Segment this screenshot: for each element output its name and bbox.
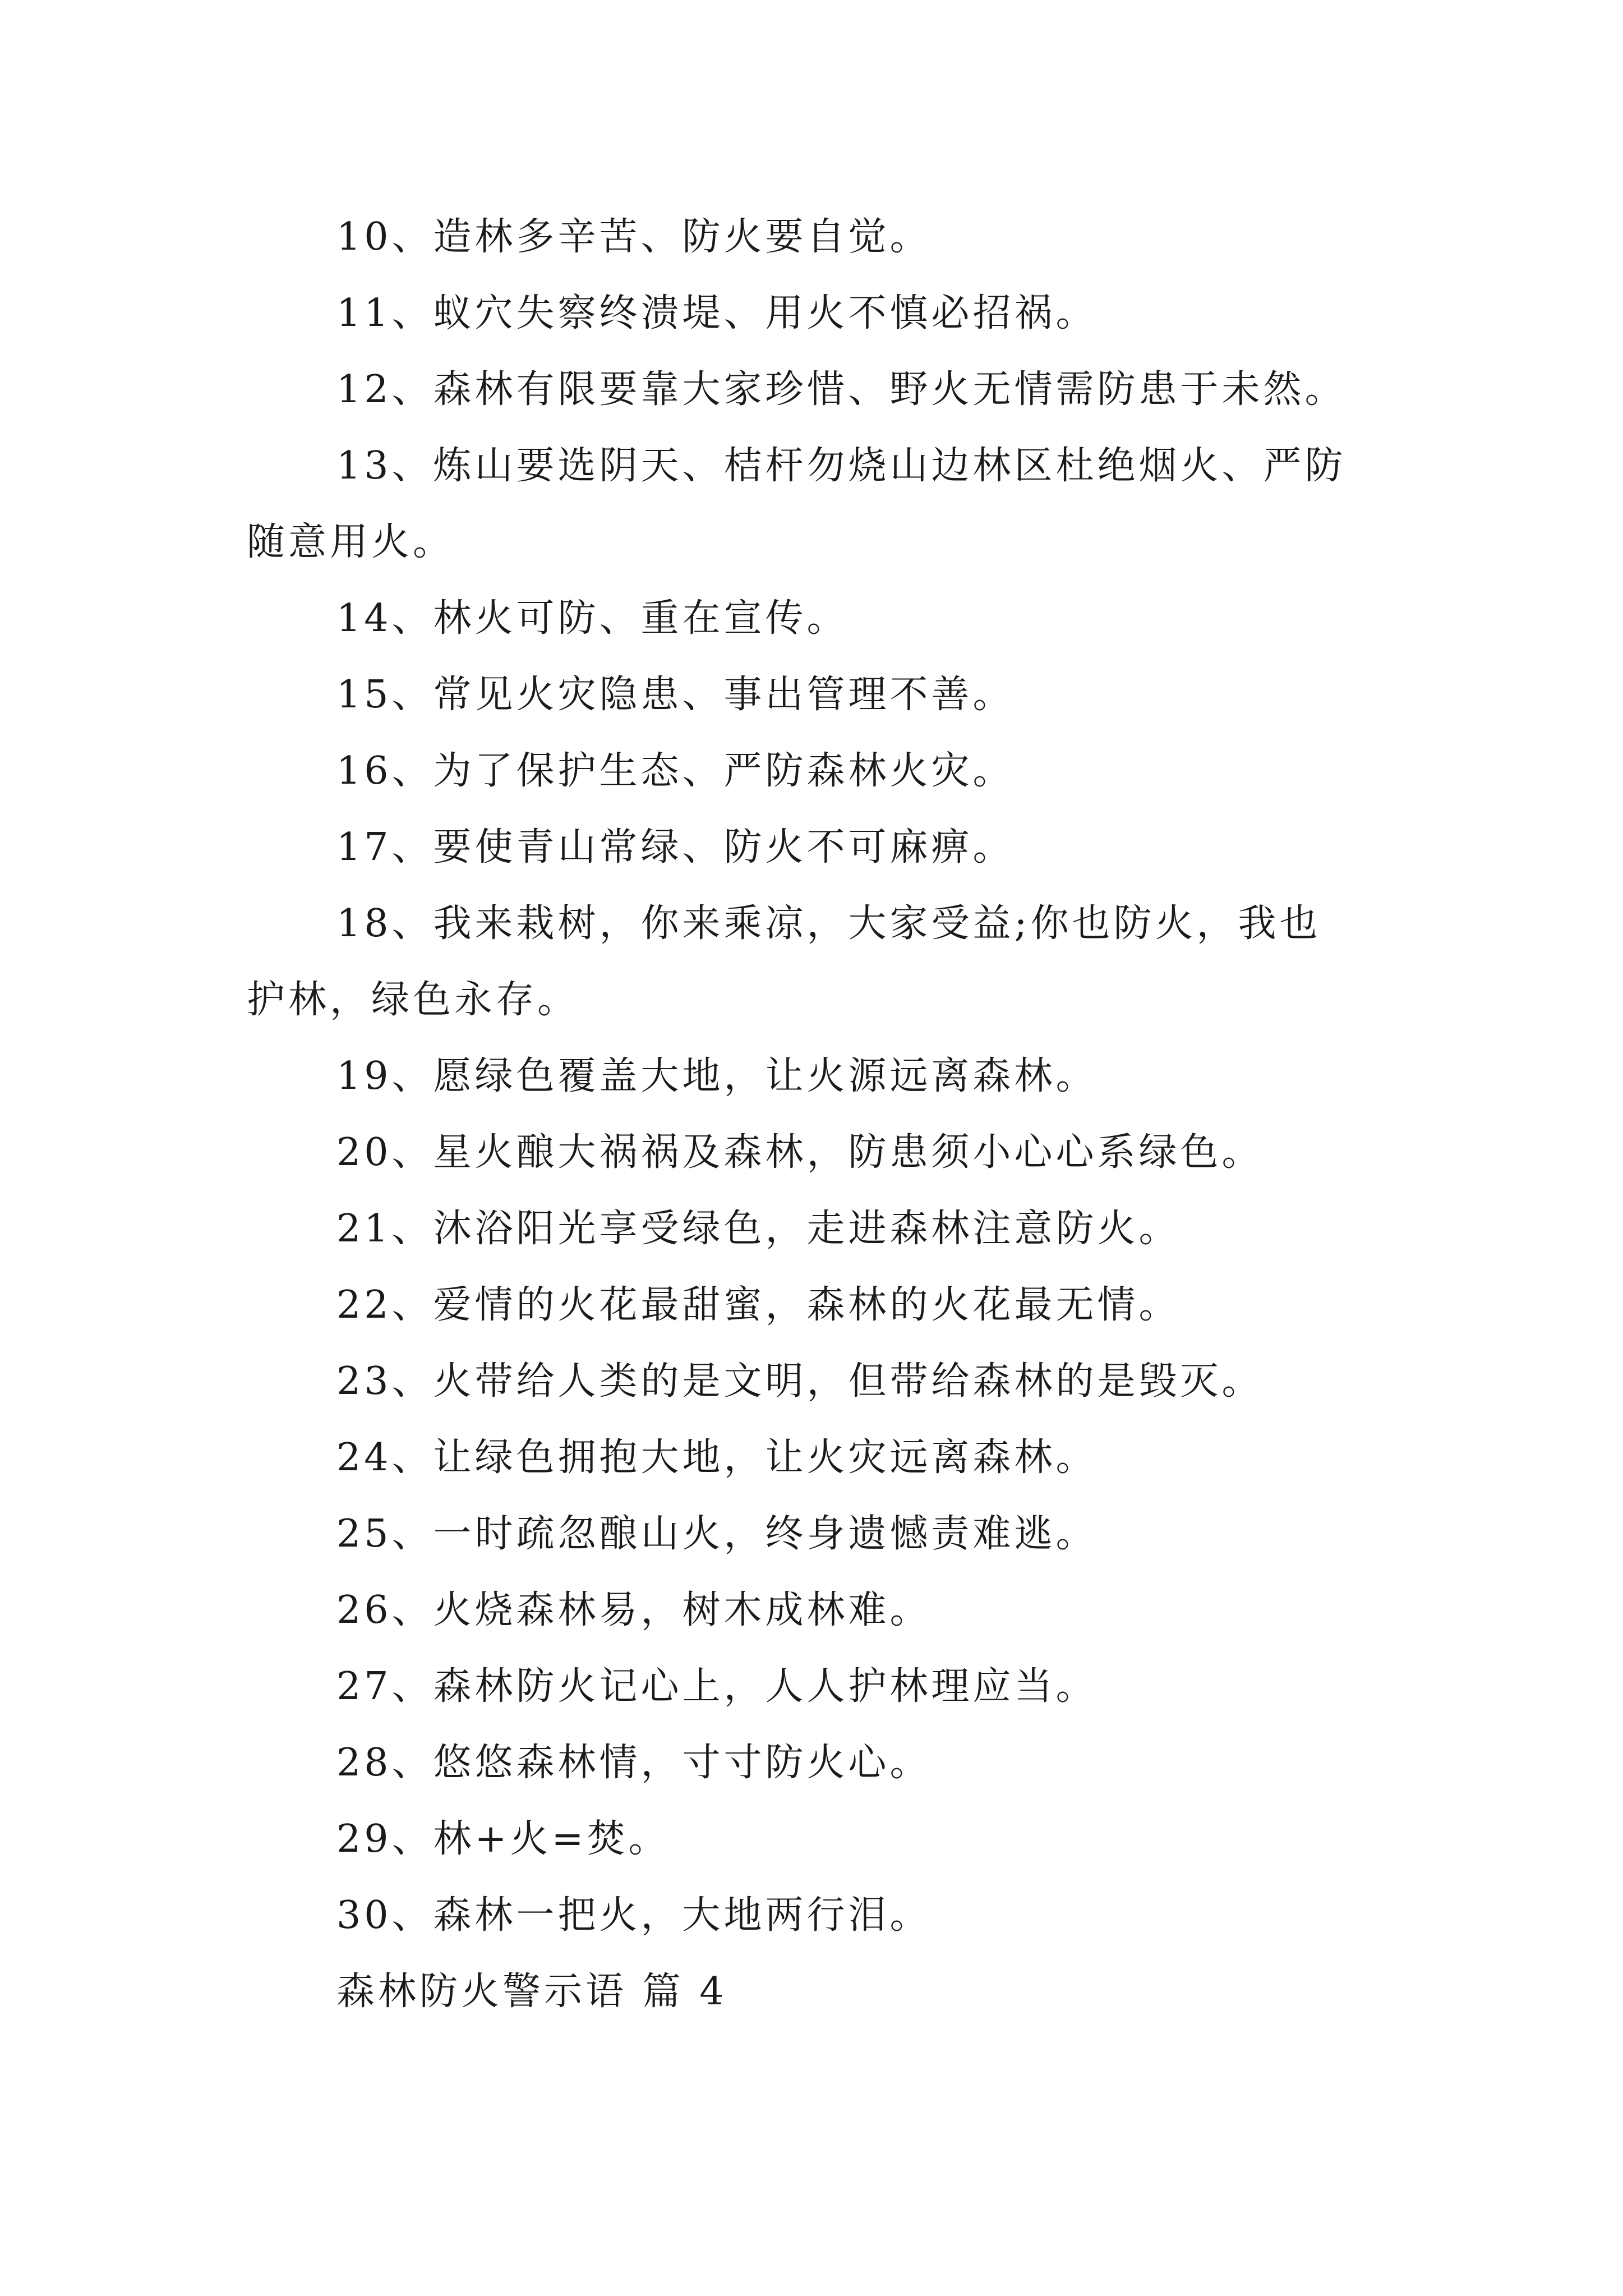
slogan-line-11: 11、蚁穴失察终溃堤、用火不慎必招祸。 bbox=[336, 291, 1098, 335]
slogan-line-18: 18、我来栽树，你来乘凉，大家受益;你也防火，我也 bbox=[336, 901, 1321, 946]
document-body bbox=[247, 199, 1413, 2030]
slogan-line-13: 13、炼山要选阴天、桔杆勿烧山边林区杜绝烟火、严防 bbox=[336, 444, 1347, 488]
slogan-line-22: 22、爱情的火花最甜蜜，森林的火花最无情。 bbox=[336, 1283, 1181, 1327]
slogan-line-23: 23、火带给人类的是文明，但带给森林的是毁灭。 bbox=[336, 1359, 1264, 1404]
slogan-line-17: 17、要使青山常绿、防火不可麻痹。 bbox=[336, 825, 1015, 869]
slogan-line-10: 10、造林多辛苦、防火要自觉。 bbox=[336, 215, 932, 259]
slogan-line-14: 14、林火可防、重在宣传。 bbox=[336, 596, 849, 641]
slogan-line-27: 27、森林防火记心上，人人护林理应当。 bbox=[336, 1664, 1098, 1709]
slogan-line-29: 29、林+火=焚。 bbox=[336, 1817, 670, 1861]
slogan-line-28: 28、悠悠森林情，寸寸防火心。 bbox=[336, 1741, 932, 1785]
section-heading: 森林防火警示语 篇 4 bbox=[336, 1970, 727, 2014]
slogan-line-20: 20、星火酿大祸祸及森林，防患须小心心系绿色。 bbox=[336, 1130, 1264, 1175]
slogan-line-24: 24、让绿色拥抱大地，让火灾远离森林。 bbox=[336, 1435, 1098, 1480]
slogan-line-15: 15、常见火灾隐患、事出管理不善。 bbox=[336, 673, 1015, 717]
slogan-line-25: 25、一时疏忽酿山火，终身遗憾责难逃。 bbox=[336, 1512, 1098, 1556]
slogan-line-18-cont: 护林，绿色永存。 bbox=[247, 978, 579, 1022]
slogan-line-30: 30、森林一把火，大地两行泪。 bbox=[336, 1893, 932, 1938]
slogan-line-21: 21、沐浴阳光享受绿色，走进森林注意防火。 bbox=[336, 1207, 1181, 1251]
slogan-line-12: 12、森林有限要靠大家珍惜、野火无情需防患于未然。 bbox=[336, 367, 1347, 412]
slogan-line-13-cont: 随意用火。 bbox=[247, 520, 455, 564]
slogan-line-19: 19、愿绿色覆盖大地，让火源远离森林。 bbox=[336, 1054, 1098, 1098]
slogan-line-16: 16、为了保护生态、严防森林火灾。 bbox=[336, 749, 1015, 793]
slogan-line-26: 26、火烧森林易，树木成林难。 bbox=[336, 1588, 932, 1632]
